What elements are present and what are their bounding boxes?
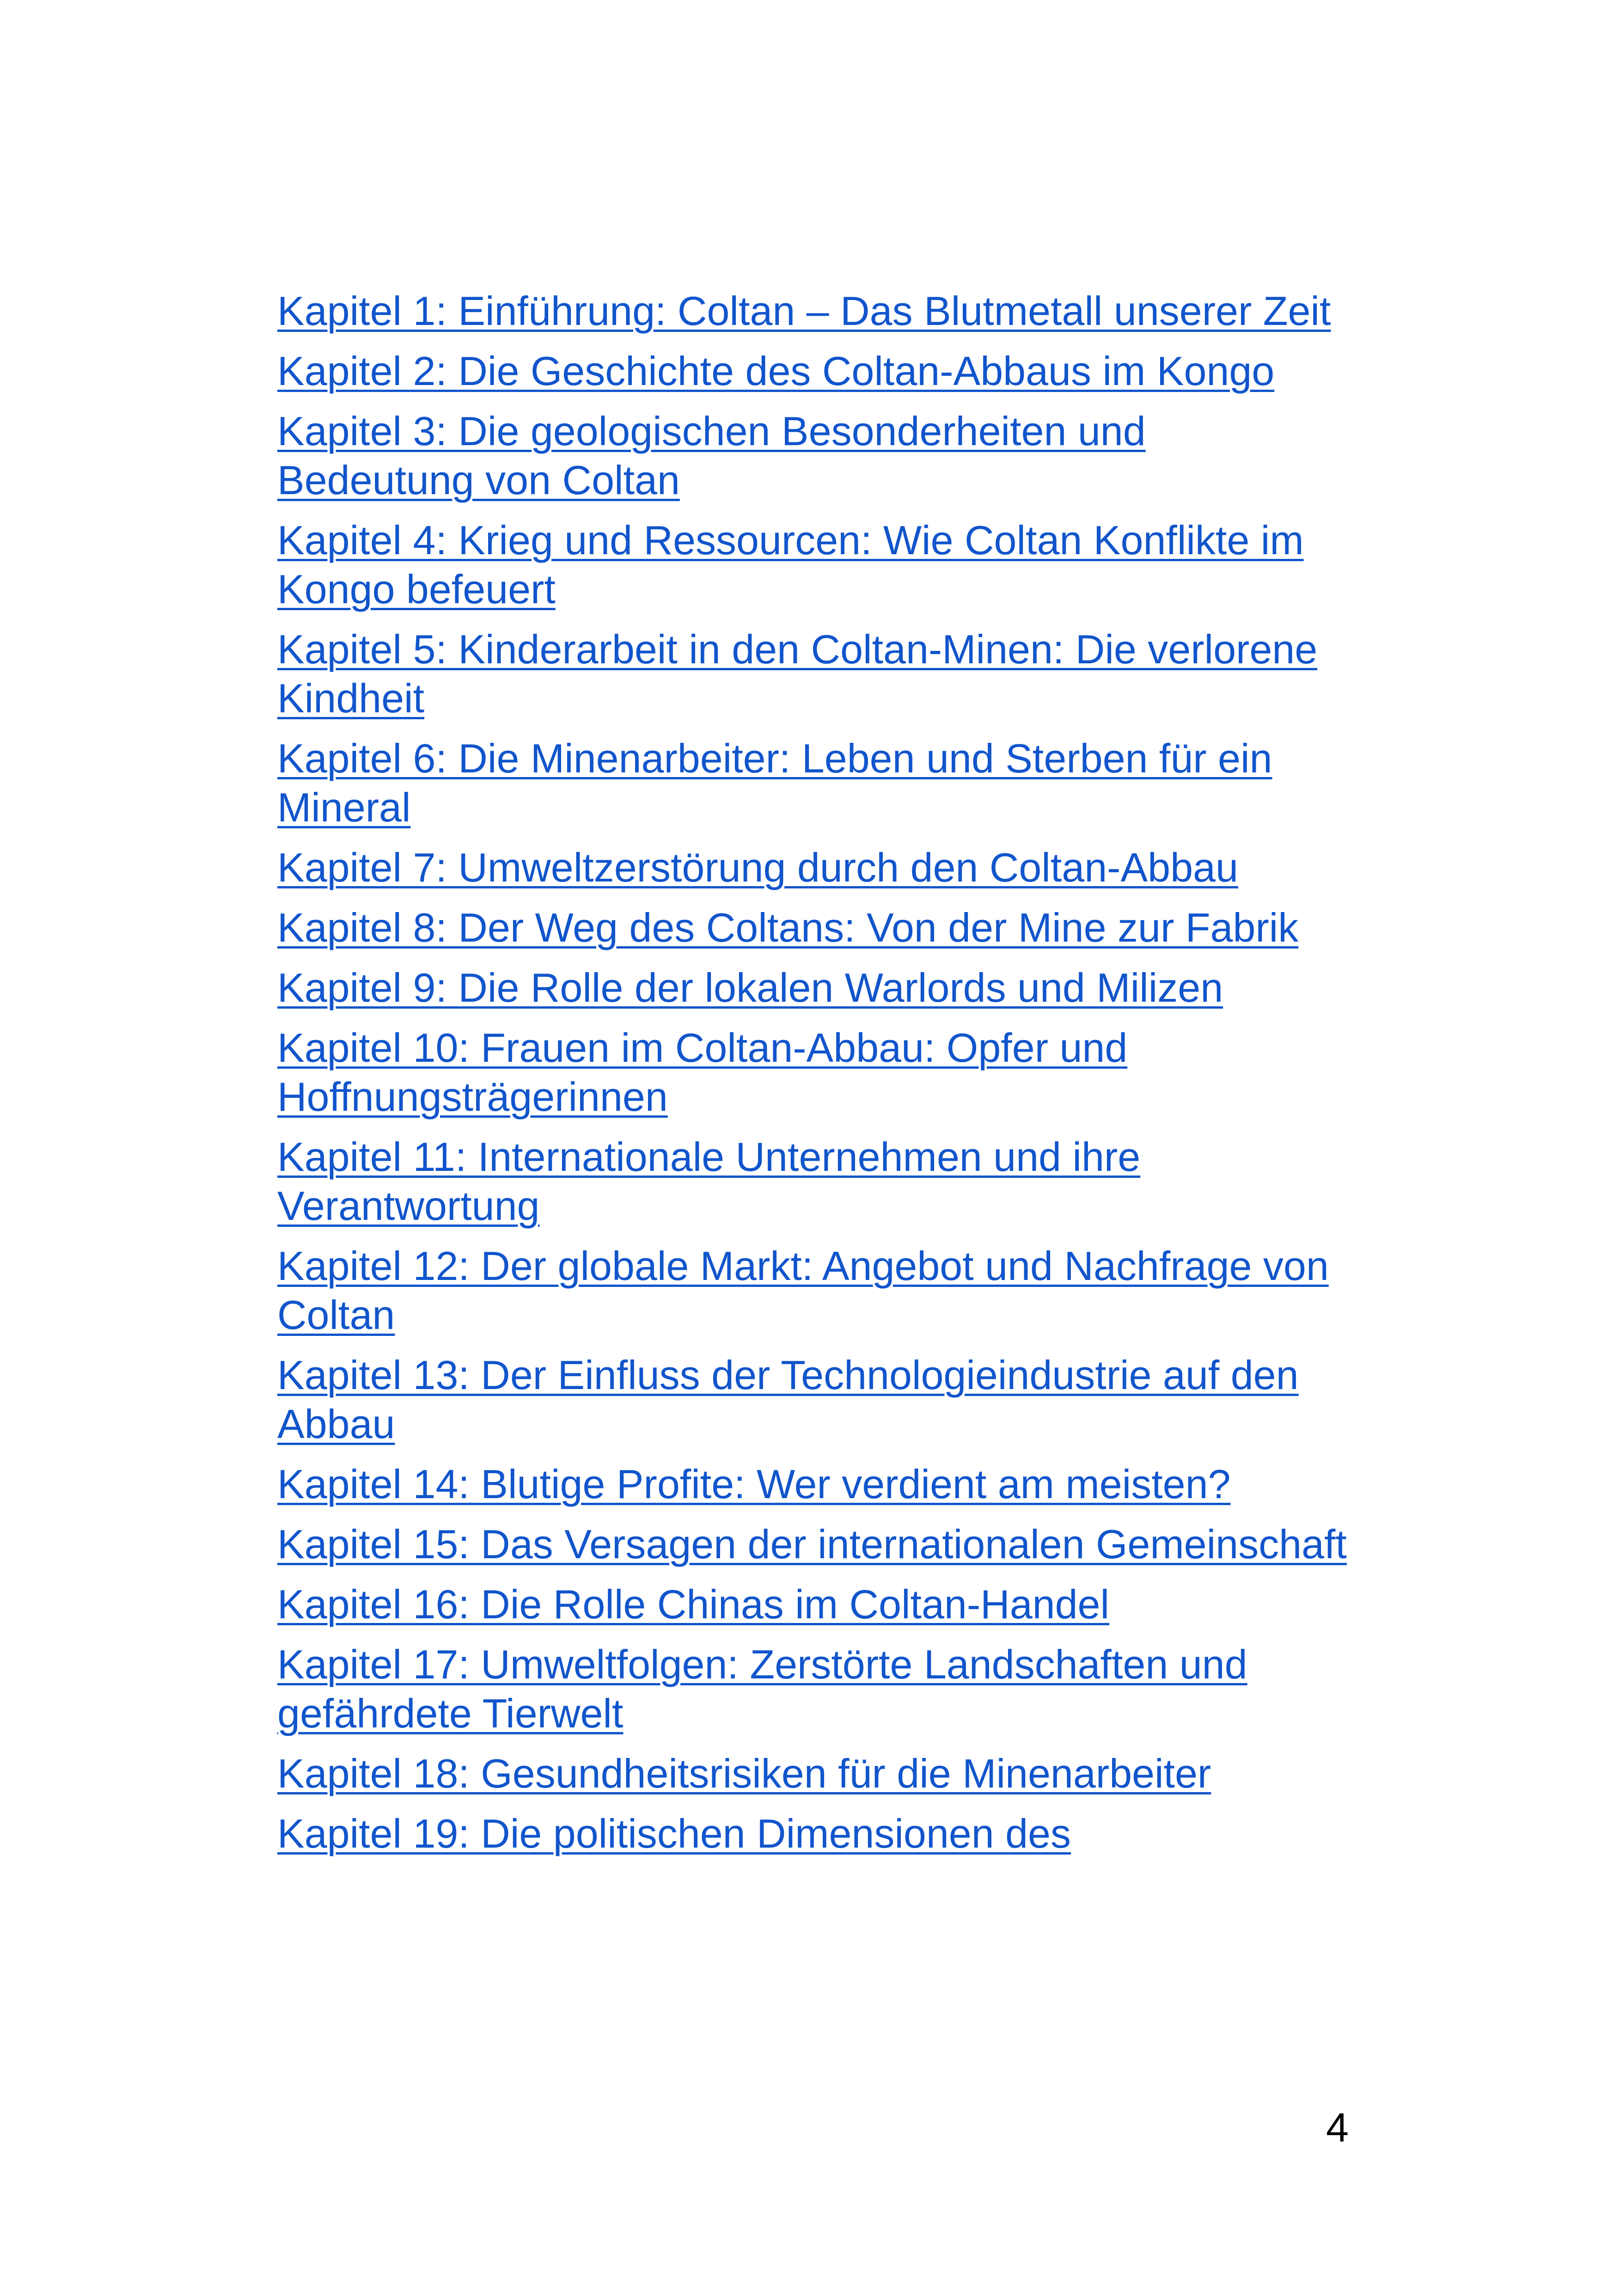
page-number: 4 [1326, 2105, 1349, 2150]
toc-entry-11 [277, 1133, 1350, 1231]
toc-link-chapter-3[interactable]: Kapitel 3: Die geologischen Besonderheiten und Bedeutung von Coltan [277, 408, 1146, 503]
toc-entry-1 [277, 287, 1350, 336]
toc-link-chapter-10[interactable]: Kapitel 10: Frauen im Coltan-Abbau: Opfer und Hoffnungsträgerinnen [277, 1025, 1128, 1120]
toc-entry-17 [277, 1640, 1350, 1738]
toc-entry-19 [277, 1809, 1350, 1858]
toc-entry-5 [277, 625, 1350, 723]
toc-entry-7 [277, 843, 1350, 892]
toc-link-chapter-19[interactable]: Kapitel 19: Die politischen Dimensionen des [277, 1811, 1071, 1856]
toc-entry-15 [277, 1520, 1350, 1569]
toc-link-chapter-4[interactable]: Kapitel 4: Krieg und Ressourcen: Wie Coltan Konflikte im Kongo befeuert [277, 517, 1304, 612]
toc-link-chapter-2[interactable]: Kapitel 2: Die Geschichte des Coltan-Abbaus im Kongo [277, 348, 1275, 394]
toc-link-chapter-6[interactable]: Kapitel 6: Die Minenarbeiter: Leben und Sterben für ein Mineral [277, 735, 1272, 830]
toc-entry-4 [277, 516, 1350, 614]
toc-entry-6 [277, 734, 1350, 832]
toc-entry-2 [277, 347, 1350, 396]
toc-link-chapter-17[interactable]: Kapitel 17: Umweltfolgen: Zerstörte Landschaften und gefährdete Tierwelt [277, 1641, 1247, 1736]
table-of-contents [277, 287, 1350, 1869]
toc-link-chapter-12[interactable]: Kapitel 12: Der globale Markt: Angebot und Nachfrage von Coltan [277, 1243, 1329, 1338]
toc-entry-16 [277, 1580, 1350, 1629]
toc-entry-12 [277, 1242, 1350, 1340]
toc-link-chapter-8[interactable]: Kapitel 8: Der Weg des Coltans: Von der Mine zur Fabrik [277, 905, 1299, 950]
toc-link-chapter-7[interactable]: Kapitel 7: Umweltzerstörung durch den Coltan-Abbau [277, 845, 1238, 890]
toc-link-chapter-18[interactable]: Kapitel 18: Gesundheitsrisiken für die Minenarbeiter [277, 1751, 1211, 1796]
toc-entry-3 [277, 407, 1350, 505]
toc-link-chapter-5[interactable]: Kapitel 5: Kinderarbeit in den Coltan-Minen: Die verlorene Kindheit [277, 626, 1318, 721]
toc-entry-9 [277, 963, 1350, 1012]
toc-entry-14 [277, 1460, 1350, 1509]
toc-link-chapter-14[interactable]: Kapitel 14: Blutige Profite: Wer verdient am meisten? [277, 1461, 1231, 1507]
toc-link-chapter-1[interactable]: Kapitel 1: Einführung: Coltan – Das Blutmetall unserer Zeit [277, 288, 1331, 334]
toc-link-chapter-16[interactable]: Kapitel 16: Die Rolle Chinas im Coltan-Handel [277, 1581, 1110, 1627]
toc-entry-18 [277, 1749, 1350, 1798]
toc-entry-8 [277, 903, 1350, 952]
toc-entry-10 [277, 1023, 1350, 1121]
toc-link-chapter-15[interactable]: Kapitel 15: Das Versagen der internationalen Gemeinschaft [277, 1521, 1347, 1567]
toc-entry-13 [277, 1351, 1350, 1449]
toc-link-chapter-13[interactable]: Kapitel 13: Der Einfluss der Technologieindustrie auf den Abbau [277, 1352, 1299, 1447]
toc-link-chapter-11[interactable]: Kapitel 11: Internationale Unternehmen und ihre Verantwortung [277, 1134, 1141, 1229]
toc-link-chapter-9[interactable]: Kapitel 9: Die Rolle der lokalen Warlords und Milizen [277, 965, 1223, 1010]
